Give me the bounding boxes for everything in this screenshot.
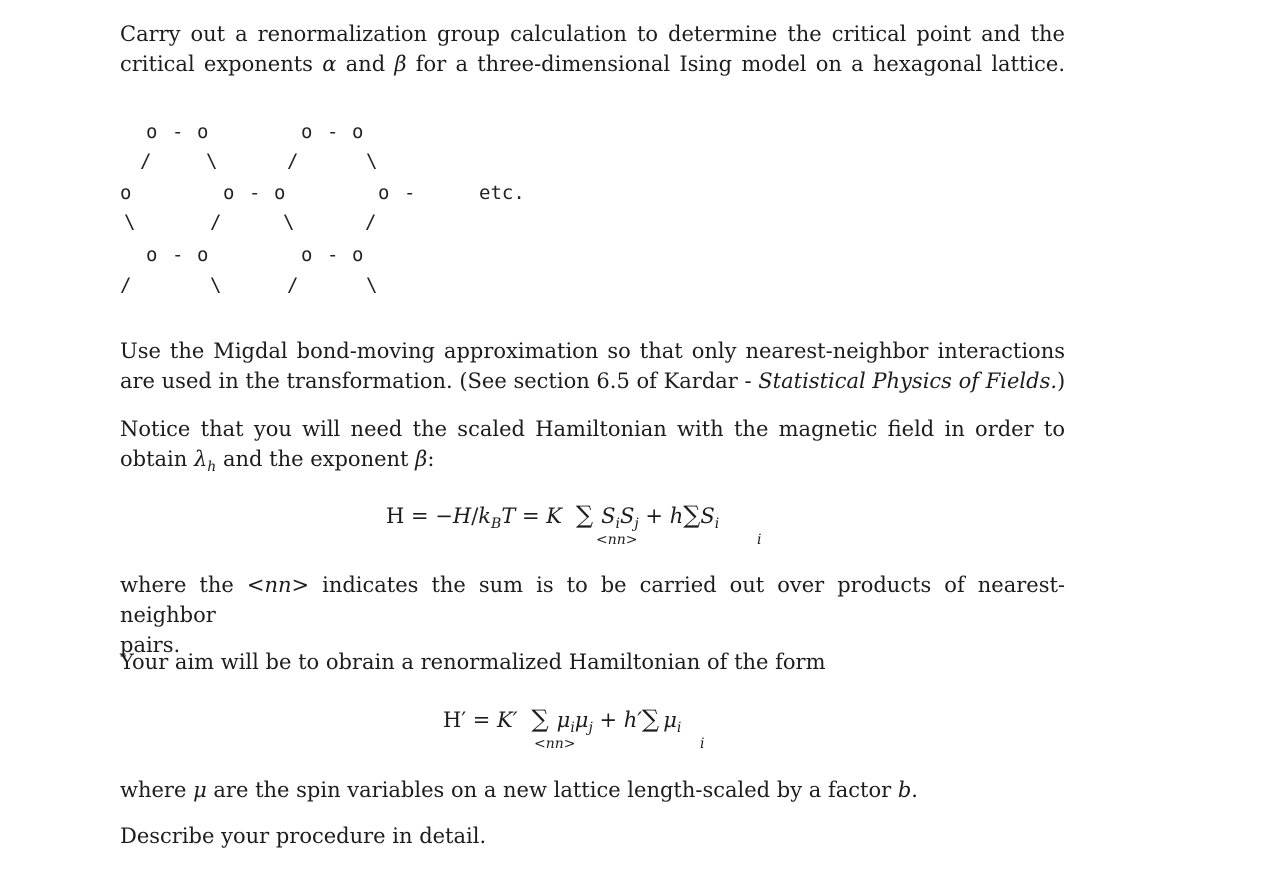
eq1-lhs: H xyxy=(386,504,405,528)
b-symbol: b xyxy=(897,778,912,802)
lattice-slash: / xyxy=(120,274,132,296)
intro-text-and: and xyxy=(336,52,395,76)
lattice-slash: / xyxy=(287,150,299,172)
where-mu-mid: are the spin variables on a new lattice length-scaled by a factor xyxy=(206,778,898,802)
beta-symbol: β xyxy=(394,52,407,76)
notice-text-mid: and the exponent xyxy=(216,447,416,471)
lattice-backslash: \ xyxy=(366,150,378,172)
eq1-H: H xyxy=(452,504,472,528)
eq1-T: T xyxy=(501,504,516,528)
intro-paragraph xyxy=(120,19,1065,79)
lattice-slash: / xyxy=(140,150,152,172)
lattice-backslash: \ xyxy=(124,211,136,233)
lattice-node: o xyxy=(301,121,313,143)
lattice-node: o xyxy=(352,121,364,143)
eq2-h: h′ xyxy=(623,708,643,732)
where-nn-pre: where the xyxy=(120,573,247,597)
lattice-node: o xyxy=(301,244,313,266)
eq1-S: S xyxy=(620,504,635,528)
lattice-node: o xyxy=(223,182,235,204)
notice-text-post: : xyxy=(427,447,435,471)
lattice-node: o xyxy=(146,244,158,266)
eq1-S: S xyxy=(700,504,715,528)
eq2-K: K′ xyxy=(497,708,518,732)
where-mu-post: . xyxy=(911,778,918,802)
eq2-mu: μ xyxy=(663,708,677,732)
eq1-S: S xyxy=(601,504,616,528)
eq1-h: h xyxy=(669,504,684,528)
intro-line-2 xyxy=(120,49,1065,79)
alpha-symbol: α xyxy=(322,52,337,76)
eq2-lhs: H′ xyxy=(443,708,467,732)
lattice-node: o xyxy=(274,182,286,204)
eq1-sum-i-sigma: ∑ xyxy=(683,501,701,529)
eq2-equals: = xyxy=(466,708,498,732)
book-title: Statistical Physics of Fields. xyxy=(758,369,1058,393)
where-nn-line-2: pairs. xyxy=(120,633,181,657)
lattice-bond: - xyxy=(404,182,416,204)
aim-line: Your aim will be to obrain a renormalized Hamiltonian of the form xyxy=(120,650,826,674)
hamiltonian-equation xyxy=(386,502,719,537)
eq1-i-sub: i xyxy=(714,516,720,533)
eq2-plus: + xyxy=(592,708,624,732)
lattice-backslash: \ xyxy=(366,274,378,296)
migdal-line-1: Use the Migdal bond-moving approximation so that only nearest-neighbor interactions xyxy=(120,339,1065,363)
eq2-i-sub: i xyxy=(676,720,682,737)
lattice-bond: - xyxy=(249,182,261,204)
lattice-node: o xyxy=(197,121,209,143)
eq1-equals-minus: = − xyxy=(404,504,453,528)
migdal-text-pre: are used in the transformation. (See section 6.5 of Kardar - xyxy=(120,369,759,393)
eq2-mu: μ xyxy=(574,708,589,732)
mu-symbol: μ xyxy=(193,778,207,802)
migdal-paragraph xyxy=(120,336,1065,396)
eq1-equals: = xyxy=(515,504,547,528)
lattice-bond: - xyxy=(327,121,339,143)
lattice-node: o xyxy=(378,182,390,204)
lattice-slash: / xyxy=(365,211,377,233)
migdal-text-post: ) xyxy=(1057,369,1066,393)
lattice-backslash: \ xyxy=(283,211,295,233)
eq2-i-sub: i xyxy=(570,720,575,737)
lattice-node: o xyxy=(146,121,158,143)
eq1-sum-nn-sigma: ∑ xyxy=(575,501,594,529)
aim-paragraph xyxy=(120,647,1065,677)
eq2-sum-i-sigma: ∑ xyxy=(642,705,660,733)
eq1-sum-nn-label: <nn> xyxy=(596,532,638,548)
eq2-sum-nn-label: <nn> xyxy=(534,736,576,752)
beta-symbol: β xyxy=(415,447,428,471)
describe-line: Describe your procedure in detail. xyxy=(120,824,487,848)
lattice-backslash: \ xyxy=(210,274,222,296)
eq2-mu: μ xyxy=(556,708,571,732)
lattice-bond: - xyxy=(327,244,339,266)
where-mu-pre: where xyxy=(120,778,194,802)
where-nn-post: indicates the sum is to be carried out over products of nearest-neighbor xyxy=(120,573,1066,627)
eq1-i-sub: i xyxy=(615,516,620,533)
lattice-slash: / xyxy=(210,211,222,233)
notice-line-2 xyxy=(120,444,1065,482)
nn-symbol: <nn> xyxy=(246,573,310,597)
where-mu-line xyxy=(120,775,1065,805)
eq2-sum-i-label: i xyxy=(700,736,705,752)
describe-paragraph xyxy=(120,821,1065,851)
lattice-bond: - xyxy=(172,244,184,266)
intro-text-pre: critical exponents xyxy=(120,52,323,76)
lambda-symbol: λ xyxy=(193,447,208,471)
notice-text-pre: obtain xyxy=(120,447,194,471)
where-mu-paragraph xyxy=(120,775,1065,805)
eq1-sum-i-label: i xyxy=(757,532,762,548)
intro-text-post: for a three-dimensional Ising model on a hexagonal lattice. xyxy=(406,52,1066,76)
lattice-node: o xyxy=(120,182,132,204)
eq1-j-sub: j xyxy=(634,516,639,533)
eq1-slash: / xyxy=(471,504,479,528)
notice-paragraph xyxy=(120,414,1065,482)
lattice-backslash: \ xyxy=(206,150,218,172)
eq2-j-sub: j xyxy=(588,720,593,737)
eq2-sum-nn-sigma: ∑ xyxy=(531,705,549,733)
lattice-node: o xyxy=(197,244,209,266)
migdal-line-2 xyxy=(120,366,1065,396)
eq1-kB-sub: B xyxy=(491,516,502,533)
notice-line-1: Notice that you will need the scaled Hamiltonian with the magnetic field in order to xyxy=(120,417,1065,441)
intro-line-1: Carry out a renormalization group calculation to determine the critical point and the xyxy=(120,22,1065,46)
lattice-etc-label: etc. xyxy=(479,182,525,204)
where-nn-line-1 xyxy=(120,570,1065,630)
lattice-bond: - xyxy=(172,121,184,143)
eq1-plus: + xyxy=(638,504,670,528)
eq1-k: k xyxy=(478,504,492,528)
eq1-K: K xyxy=(546,504,562,528)
lambda-subscript: h xyxy=(207,459,217,476)
lattice-slash: / xyxy=(287,274,299,296)
lattice-node: o xyxy=(352,244,364,266)
